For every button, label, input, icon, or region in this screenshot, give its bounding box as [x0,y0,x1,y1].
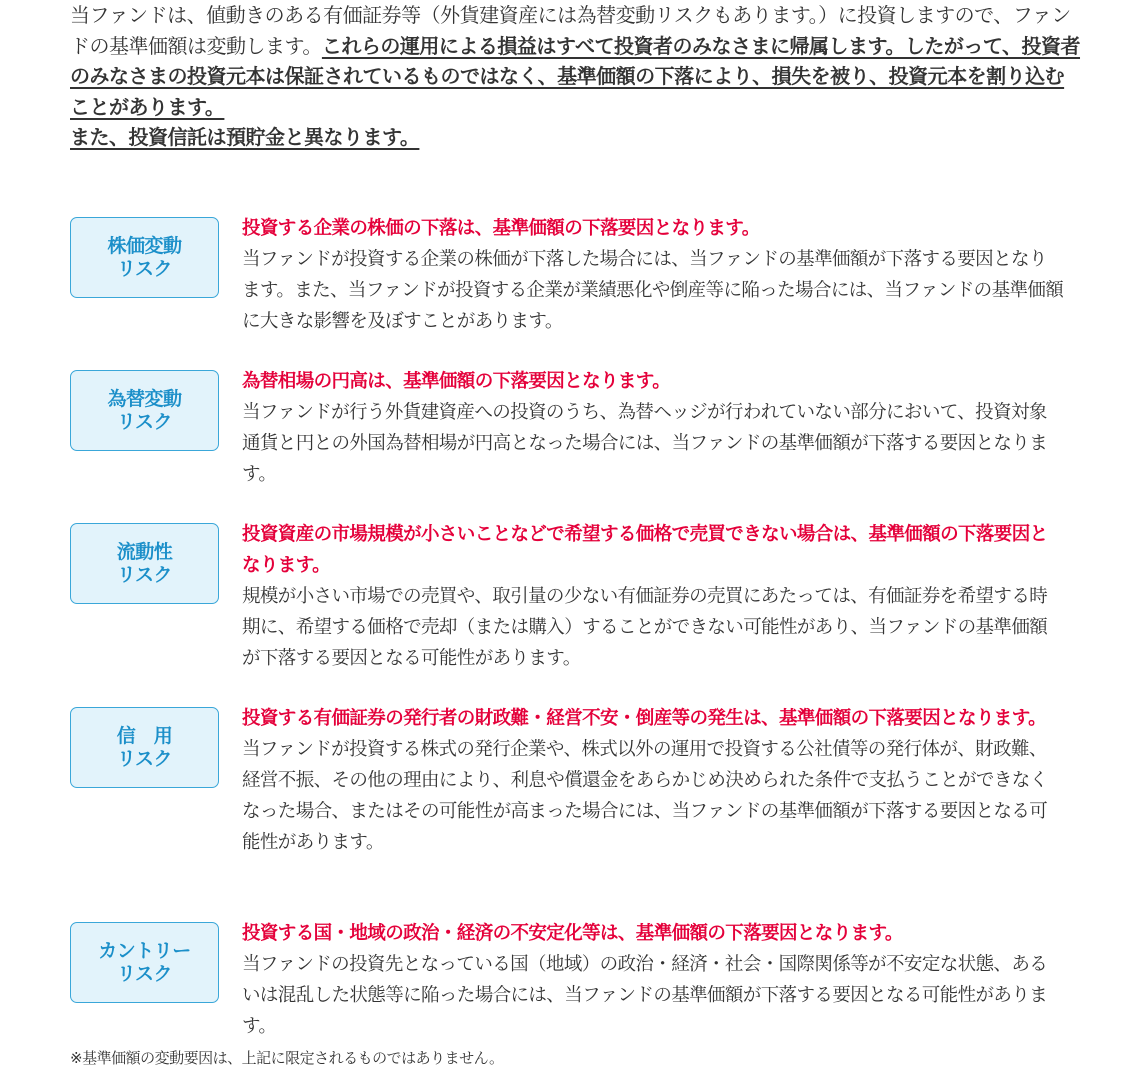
risk-label-line2: リスク [116,563,173,586]
risk-label-box [70,922,219,1003]
risk-label-line1: 株価変動 [107,234,182,257]
risk-body: 当ファンドが行う外貨建資産への投資のうち、為替ヘッジが行われていない部分において、投資対象通貨と円との外国為替相場が円高となった場合には、当ファンドの基準価額が下落する要因となります。 [242,402,1048,485]
risk-body: 当ファンドが投資する株式の発行企業や、株式以外の運用で投資する公社債等の発行体が、財政難、経営不振、その他の理由により、利息や償還金をあらかじめ決められた条件で支払うことができなくなった場合、またはその可能性が高まった場合には、当ファンドの基準価額が下落する要因となる可能性があります。 [242,739,1048,853]
risk-description [242,519,1064,674]
risk-heading: 投資する国・地域の政治・経済の不安定化等は、基準価額の下落要因となります。 [242,923,903,944]
intro-emphasis-text: これらの運用による損益はすべて投資者のみなさまに帰属します。したがって、投資者のみなさまの投資元本は保証されているものではなく、基準価額の下落により、損失を被り、投資元本を割り込むことがあります。 [70,33,1081,119]
risk-heading: 投資する企業の株価の下落は、基準価額の下落要因となります。 [242,218,760,239]
intro-emphasis-text-2: また、投資信託は預貯金と異なります。 [70,125,420,149]
intro-plain-text: 当ファンドは、値動きのある有価証券等（外貨建資産には為替変動リスクもあります。）に投資しますので、ファンドの基準価額は変動します。 [70,3,1071,58]
risk-label-line2: リスク [116,962,173,985]
risk-label-line2: リスク [116,747,173,770]
risk-label-line1: 為替変動 [107,387,182,410]
risk-label-line1: 信 用 [116,724,173,747]
risk-description [242,366,1064,490]
risk-label-box [70,217,219,298]
risk-heading: 為替相場の円高は、基準価額の下落要因となります。 [242,371,671,392]
risk-label-box [70,707,219,788]
risk-label-box [70,523,219,604]
risk-description [242,213,1064,337]
risk-heading: 投資資産の市場規模が小さいことなどで希望する価格で売買できない場合は、基準価額の下落要因となります。 [242,524,1048,576]
risk-label-line2: リスク [116,257,173,280]
risk-heading: 投資する有価証券の発行者の財政難・経営不安・倒産等の発生は、基準価額の下落要因となります。 [242,708,1047,729]
risk-label-line1: カントリー [98,939,191,962]
risk-body: 規模が小さい市場での売買や、取引量の少ない有価証券の売買にあたっては、有価証券を希望する時期に、希望する価格で売却（または購入）することができない可能性があり、当ファンドの基準価額が下落する要因となる可能性があります。 [242,586,1048,669]
risk-label-box [70,370,219,451]
risk-body: 当ファンドの投資先となっている国（地域）の政治・経済・社会・国際関係等が不安定な状態、あるいは混乱した状態等に陥った場合には、当ファンドの基準価額が下落する要因となる可能性があります。 [242,954,1048,1037]
risk-description [242,703,1064,858]
risk-label-line2: リスク [116,410,173,433]
risk-label-line1: 流動性 [116,540,173,563]
risk-description [242,918,1064,1042]
risk-body: 当ファンドが投資する企業の株価が下落した場合には、当ファンドの基準価額が下落する要因となります。また、当ファンドが投資する企業が業績悪化や倒産等に陥った場合には、当ファンドの基準価額に大きな影響を及ぼすことがあります。 [242,249,1064,332]
footnote: ※基準価額の変動要因は、上記に限定されるものではありません。 [70,1049,504,1067]
intro-paragraph [70,0,1080,153]
